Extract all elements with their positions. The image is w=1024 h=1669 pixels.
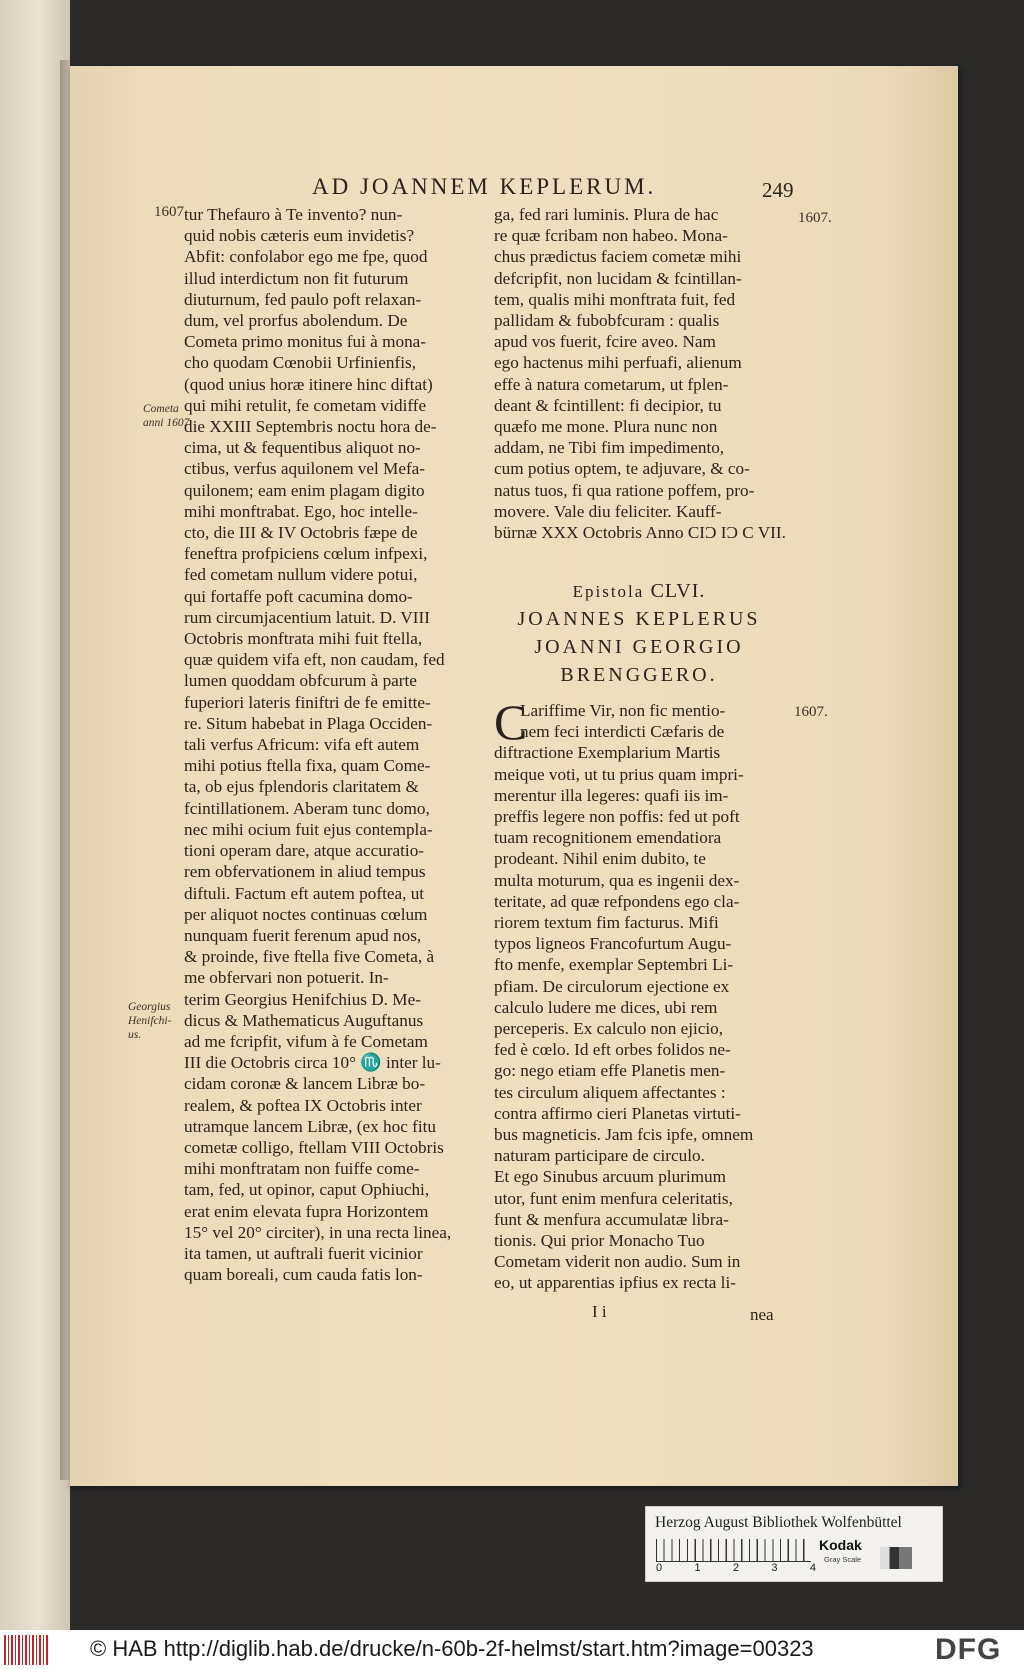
text-line: feneftra profpiciens cœlum infpexi, xyxy=(184,544,428,564)
text-line: dum, vel prorfus abolendum. De xyxy=(184,311,408,331)
text-line: cima, ut & fequentibus aliquot no- xyxy=(184,438,421,458)
text-line: re. Situm habebat in Plaga Occiden- xyxy=(184,713,433,733)
dfg-logo: DFG xyxy=(935,1633,1002,1666)
source-url[interactable]: © HAB http://diglib.hab.de/drucke/n-60b-2f-helmst/start.htm?image=00323 xyxy=(90,1636,814,1661)
text-line: cho quodam Cœnobii Urfinienfis, xyxy=(184,353,416,373)
text-line: me obfervari non potuerit. In- xyxy=(184,968,389,988)
text-line: Cometa primo monitus fui à mona- xyxy=(184,332,427,352)
text-line: erat enim elevata fupra Horizontem xyxy=(184,1201,429,1221)
text-line: naturam participare de circulo. xyxy=(494,1146,705,1166)
text-line: fed cometam nullum videre potui, xyxy=(184,565,418,585)
margin-year-left: 1607. xyxy=(154,204,188,220)
text-line: tes circulum aliquem affectantes : xyxy=(494,1082,726,1102)
ruler-number: 4 xyxy=(809,1562,816,1574)
address-line: BRENGGERO. xyxy=(560,664,718,686)
text-line: tur Thefauro à Te invento? nun- xyxy=(184,205,403,224)
margin-note-line: Georgius xyxy=(128,1001,171,1013)
text-line: contra affirmo cieri Planetas virtuti- xyxy=(494,1103,741,1123)
text-line: mihi monftrabat. Ego, hoc intelle- xyxy=(184,501,418,521)
text-line: quid nobis cæteris eum invidetis? xyxy=(184,226,415,246)
text-line: preffis legere non poffis: fed ut poft xyxy=(494,807,740,827)
text-line: tem, qualis mihi monftrata fuit, fed xyxy=(494,289,736,309)
text-line: diftuli. Factum eft autem poftea, ut xyxy=(184,883,425,903)
text-line: multa moturum, qua es ingenii dex- xyxy=(494,870,740,890)
text-line: eo, ut apparentias ipfius ex recta li- xyxy=(494,1273,736,1293)
ruler-number: 1 xyxy=(694,1562,701,1574)
text-line: ga, fed rari luminis. Plura de hac xyxy=(494,205,719,224)
text-line: deant & fcintillent: fi decipior, tu xyxy=(494,395,722,415)
text-line: meique voti, ut tu prius quam impri- xyxy=(494,764,744,784)
text-line: mihi monftratam non fuiffe come- xyxy=(184,1159,420,1179)
text-line: nec mihi ocium fuit ejus contempla- xyxy=(184,819,433,839)
text-line: perceperis. Ex calculo non ejicio, xyxy=(494,1019,724,1039)
text-line: pfiam. De circulorum ejectione ex xyxy=(494,976,730,996)
library-name: Herzog August Bibliothek Wolfenbüttel xyxy=(655,1514,902,1531)
address-line: JOANNI GEORGIO xyxy=(534,636,744,658)
text-line: fuperiori lateris finiftri de fe emitte- xyxy=(184,692,431,712)
text-line: quæfo me mone. Plura nunc non xyxy=(494,417,718,437)
text-line: Cometam viderit non audio. Sum in xyxy=(494,1252,741,1272)
text-line: nunquam fuerit ferenum apud nos, xyxy=(184,925,422,945)
text-line: tali verfus Africum: vifa eft autem xyxy=(184,735,420,755)
right-text-column-bottom xyxy=(494,700,786,1294)
text-line: 15° vel 20° circiter), in una recta linea, xyxy=(184,1222,452,1242)
epistola-number: CLVI. xyxy=(650,580,706,602)
gray-scale-patch xyxy=(880,1547,912,1569)
text-line: cum potius optem, te adjuvare, & co- xyxy=(494,459,750,479)
text-line: tioni operam dare, atque accuratio- xyxy=(184,841,425,861)
text-line: dicus & Mathematicus Auguftanus xyxy=(184,1010,424,1030)
running-head: AD JOANNEM KEPLERUM. xyxy=(312,174,657,199)
text-line: effe à natura cometarum, ut fplen- xyxy=(494,374,729,394)
text-line: diuturnum, fed paulo poft relaxan- xyxy=(184,289,422,309)
gray-scale-label: Gray Scale xyxy=(824,1555,862,1564)
text-line: riorem textum fim facturus. Mifi xyxy=(494,913,719,933)
text-line: III die Octobris circa 10° ♏ inter lu- xyxy=(184,1053,441,1073)
ruler-number: 2 xyxy=(732,1562,740,1574)
text-line: fed è cœlo. Id eft orbes folidos ne- xyxy=(494,1040,731,1060)
text-line: qui fortaffe poft cacumina domo- xyxy=(184,586,413,606)
text-line: ego hactenus mihi perfuafi, alienum xyxy=(494,353,742,373)
ruler-numbers xyxy=(656,1562,816,1574)
drop-cap: C xyxy=(494,694,528,750)
text-line: quæ quidem vifa eft, non caudam, fed xyxy=(184,650,445,670)
catchword: nea xyxy=(750,1305,774,1324)
text-line: bürnæ XXX Octobris Anno CIƆ IƆ C VII. xyxy=(494,523,786,543)
text-line: go: nego etiam effe Planetis men- xyxy=(494,1061,726,1081)
text-line: utor, funt enim menfura celeritatis, xyxy=(494,1188,733,1208)
text-line: ctibus, verfus aquilonem vel Mefa- xyxy=(184,459,426,479)
epistola-word: Epistola xyxy=(572,582,645,601)
text-line: prodeant. Nihil enim dubito, te xyxy=(494,849,706,869)
text-line: cidam coronæ & lancem Libræ bo- xyxy=(184,1074,426,1094)
text-line: utramque lancem Libræ, (ex hoc fitu xyxy=(184,1116,436,1136)
letter-heading xyxy=(494,580,784,687)
text-line: ta, ob ejus fplendoris claritatem & xyxy=(184,777,419,797)
text-line: typos ligneos Francofurtum Augu- xyxy=(494,934,732,954)
address-line: JOANNES KEPLERUS xyxy=(517,608,761,630)
margin-year-right-second: 1607. xyxy=(794,704,828,720)
page-number: 249 xyxy=(762,178,794,202)
scale-ruler xyxy=(656,1539,811,1562)
text-line: Abfit: confolabor ego me fpe, quod xyxy=(184,247,428,267)
text-line: chus prædictus faciem cometæ mihi xyxy=(494,247,742,267)
text-line: tionis. Qui prior Monacho Tuo xyxy=(494,1231,705,1251)
text-line: Lariffime Vir, non fic mentio- xyxy=(520,701,726,720)
margin-note-georgius xyxy=(128,1000,171,1042)
text-line: teritate, ad quæ refpondens ego cla- xyxy=(494,891,740,911)
text-line: diftractione Exemplarium Martis xyxy=(494,743,721,763)
text-line: funt & menfura accumulatæ libra- xyxy=(494,1209,729,1229)
text-line: quilonem; eam enim plagam digito xyxy=(184,480,425,500)
text-line: & proinde, five ftella five Cometa, à xyxy=(184,947,435,967)
text-line: re quæ fcribam non habeo. Mona- xyxy=(494,226,728,246)
text-line: die XXIII Septembris noctu hora de- xyxy=(184,417,437,437)
text-line: mihi potius ftella fixa, quam Come- xyxy=(184,756,431,776)
text-line: tuam recognitionem emendatiora xyxy=(494,828,722,848)
text-line: bus magneticis. Jam fcis ipfe, omnem xyxy=(494,1125,754,1145)
text-line: ita tamen, ut auftrali fuerit vicinior xyxy=(184,1243,423,1263)
barcode-icon xyxy=(4,1635,48,1665)
text-line: fto menfe, exemplar Septembri Li- xyxy=(494,955,734,975)
text-line: merentur illa legeres: quafi iis im- xyxy=(494,785,729,805)
margin-note-line: Henifchi- xyxy=(128,1015,172,1027)
text-line: rum circumjacentium latuit. D. VIII xyxy=(184,607,430,627)
text-line: ad me fcripfit, vifum à fe Cometam xyxy=(184,1031,428,1051)
text-line: tam, fed, ut opinor, caput Ophiuchi, xyxy=(184,1180,430,1200)
text-line: Octobris monftrata mihi fuit ftella, xyxy=(184,629,423,649)
text-line: apud vos fuerit, fcire aveo. Nam xyxy=(494,332,716,352)
text-line: qui mihi retulit, fe cometam vidiffe xyxy=(184,395,427,415)
text-line: cto, die III & IV Octobris fæpe de xyxy=(184,523,418,543)
footer-bar xyxy=(0,1630,1024,1669)
library-label xyxy=(645,1506,943,1582)
text-line: calculo ludere me dices, ubi rem xyxy=(494,997,718,1017)
text-line: quam boreali, cum cauda fatis lon- xyxy=(184,1265,423,1285)
text-line: (quod unius horæ itinere hinc diftat) xyxy=(184,374,433,394)
text-line: lumen quoddam obfcurum à parte xyxy=(184,671,417,691)
text-line: pallidam & fubobfcuram : qualis xyxy=(494,311,720,331)
text-line: addam, ne Tibi fim impedimento, xyxy=(494,438,725,458)
ruler-number: 3 xyxy=(771,1562,778,1574)
margin-year-right-top: 1607. xyxy=(798,210,832,226)
text-line: per aliquot noctes continuas cœlum xyxy=(184,904,428,924)
text-line: defcripfit, non lucidam & fcintillan- xyxy=(494,268,742,288)
signature-mark: I i xyxy=(592,1302,607,1321)
text-line: natus tuos, fi qua ratione poffem, pro- xyxy=(494,480,755,500)
right-text-column-top xyxy=(494,204,786,543)
margin-note-line: Cometa xyxy=(143,403,179,415)
text-line: rem obfervationem in aliud tempus xyxy=(184,862,426,882)
text-line: movere. Vale diu feliciter. Kauff- xyxy=(494,501,722,521)
margin-note-line: us. xyxy=(128,1029,142,1041)
kodak-logo: Kodak xyxy=(819,1537,862,1553)
text-line: nem feci interdicti Cæfaris de xyxy=(520,722,725,742)
text-line: fcintillationem. Aberam tunc domo, xyxy=(184,798,430,818)
text-line: realem, & poftea IX Octobris inter xyxy=(184,1095,422,1115)
text-line: illud interdictum non fit futurum xyxy=(184,268,409,288)
text-line: terim Georgius Henifchius D. Me- xyxy=(184,989,421,1009)
left-text-column xyxy=(184,204,484,1285)
text-line: cometæ colligo, ftellam VIII Octobris xyxy=(184,1137,444,1157)
epistola-label xyxy=(494,580,784,603)
ruler-number: 0 xyxy=(656,1562,663,1574)
text-line: Et ego Sinubus arcuum plurimum xyxy=(494,1167,727,1187)
margin-note-line: anni 1607. xyxy=(143,417,193,429)
